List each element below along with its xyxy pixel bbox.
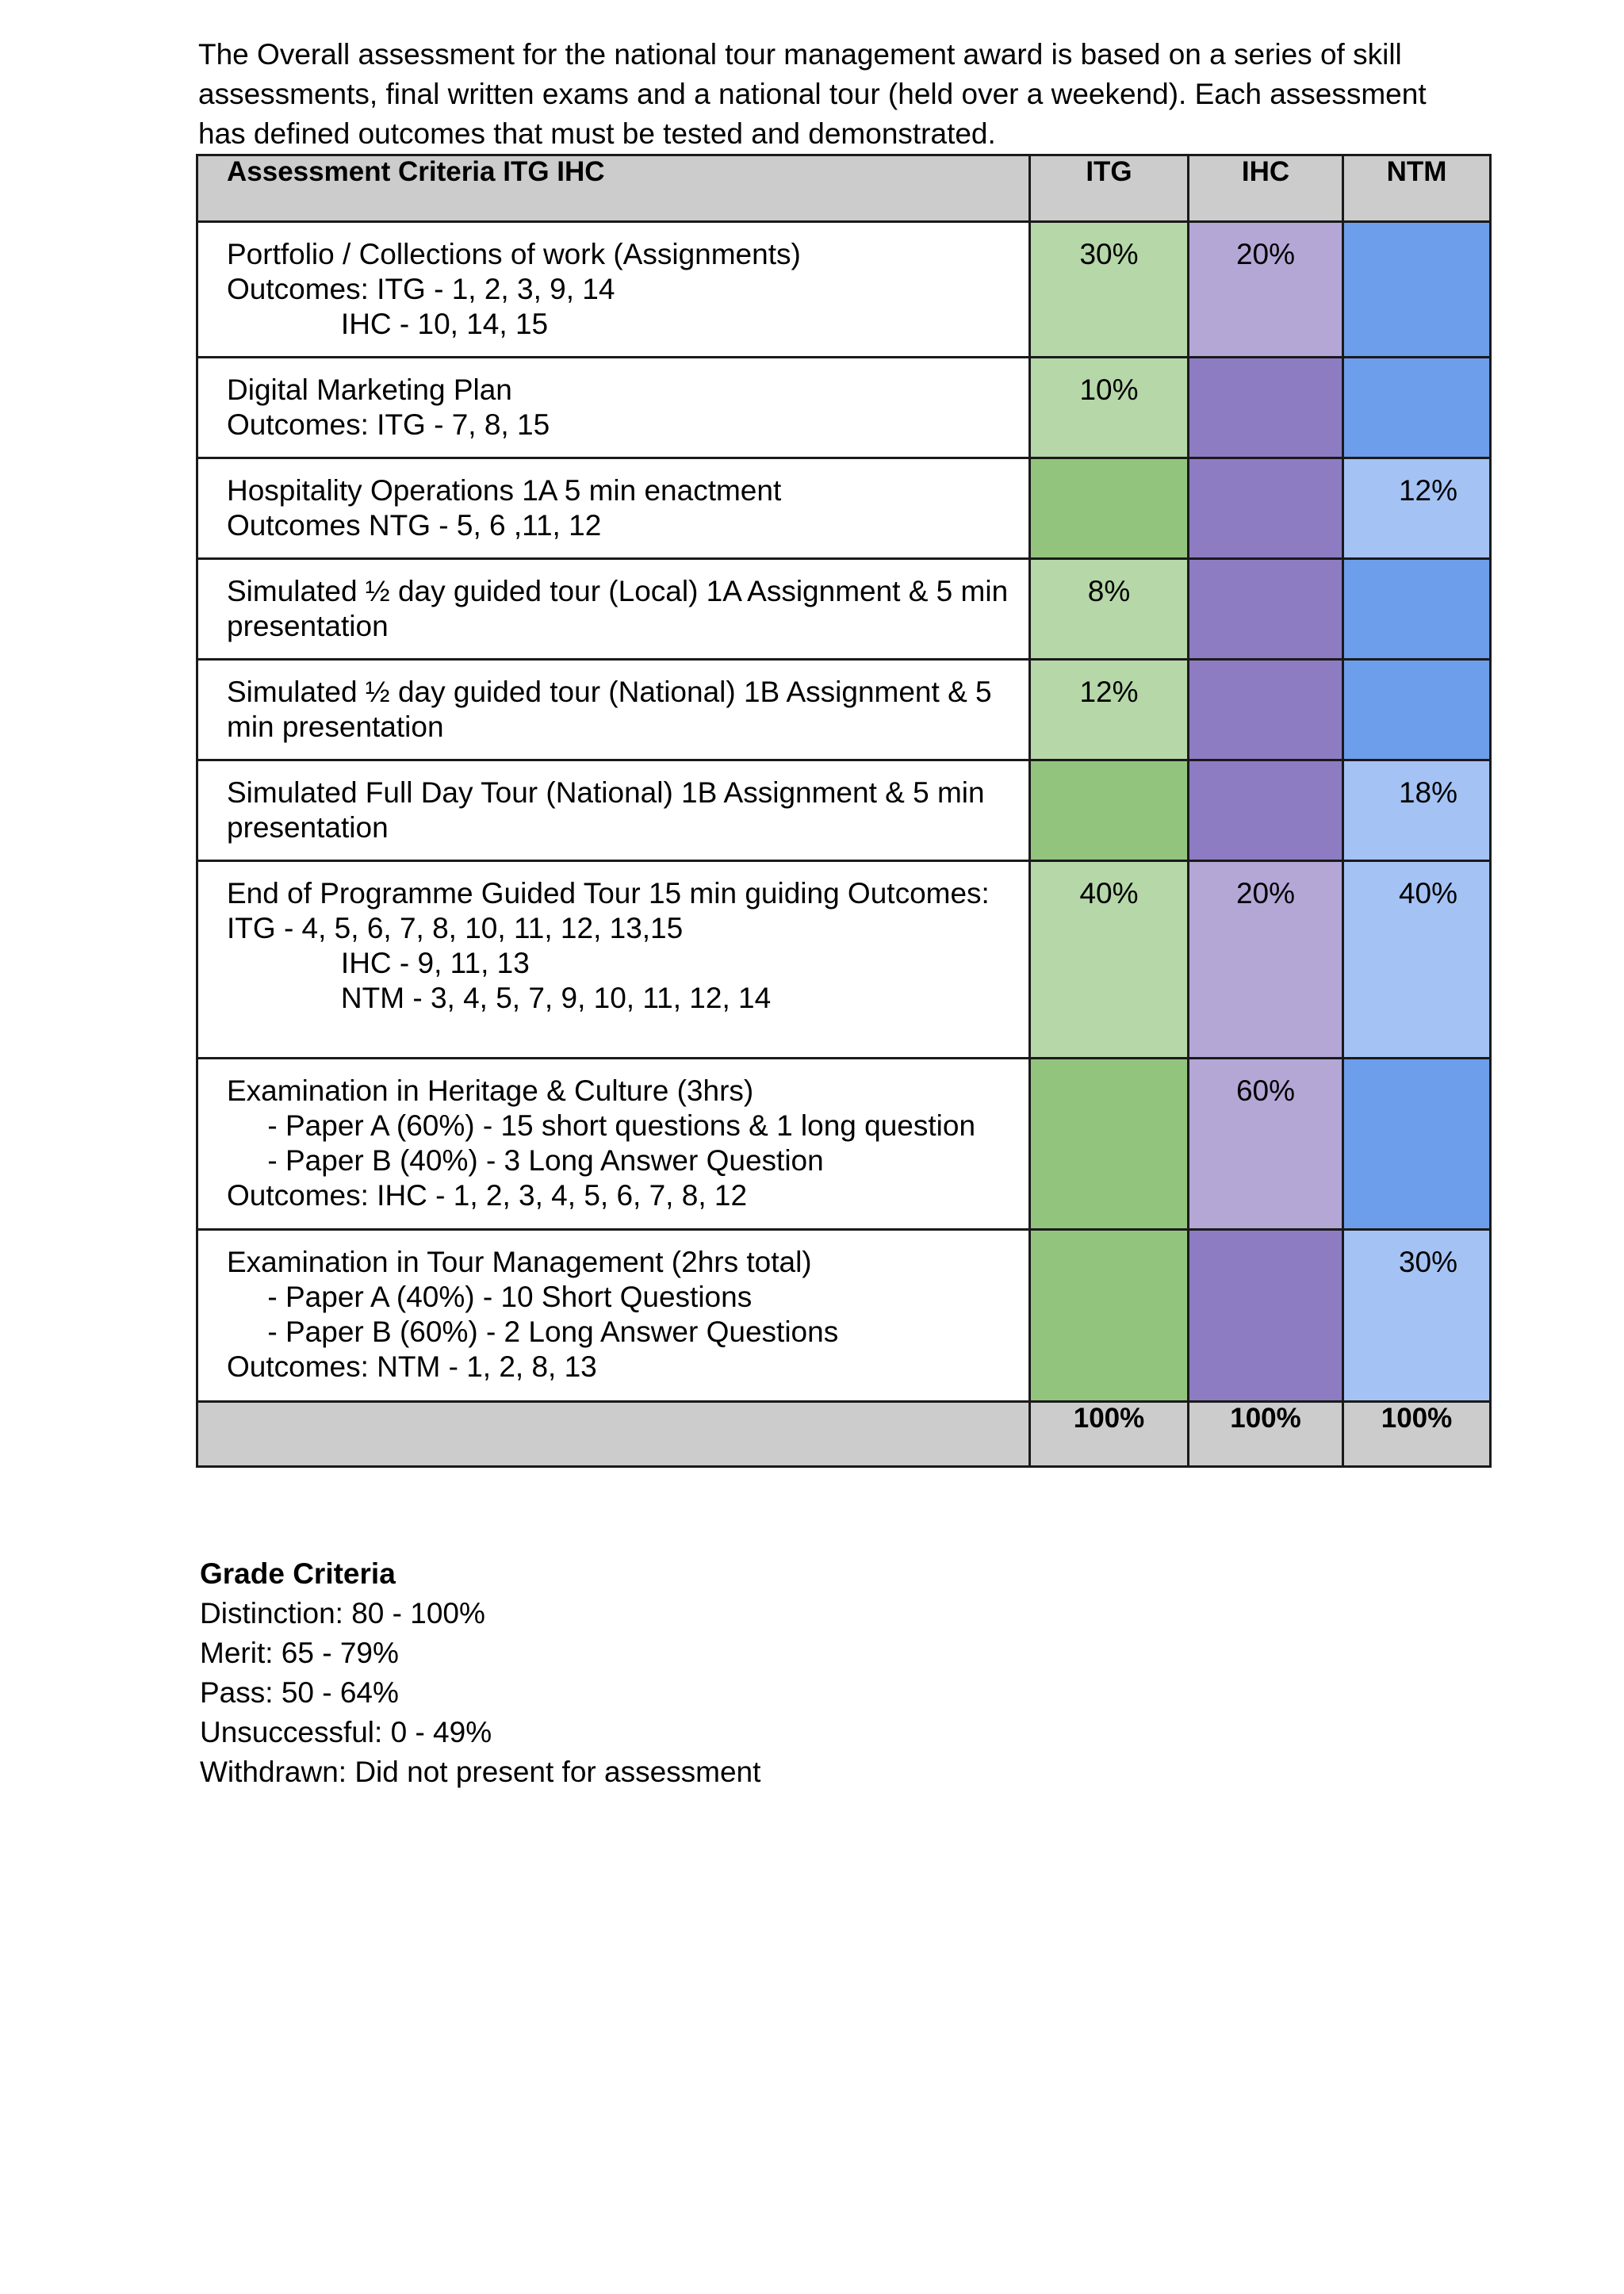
criteria-line: Digital Marketing Plan [227, 373, 512, 406]
criteria-line: Examination in Heritage & Culture (3hrs) [227, 1074, 754, 1107]
criteria-line: Hospitality Operations 1A 5 min enactment [227, 474, 782, 507]
grade-item: Merit: 65 - 79% [200, 1637, 399, 1669]
criteria-line: End of Programme Guided Tour 15 min guiding Outcomes: [227, 877, 990, 910]
ihc-cell: 20% [1189, 222, 1343, 358]
criteria-cell [197, 1230, 1030, 1402]
ihc-cell [1189, 559, 1343, 660]
ihc-cell [1189, 660, 1343, 760]
ntm-cell: 12% [1343, 458, 1491, 559]
criteria-line: min presentation [227, 710, 444, 743]
grade-item: Distinction: 80 - 100% [200, 1597, 485, 1630]
intro-line: The Overall assessment for the national tour management award is based on a series of skill [198, 38, 1402, 71]
table-row [197, 358, 1491, 458]
table-row [197, 760, 1491, 861]
ihc-cell: 20% [1189, 861, 1343, 1059]
criteria-line: - Paper A (60%) - 15 short questions & 1 long question [227, 1109, 976, 1142]
criteria-line: - Paper B (60%) - 2 Long Answer Questions [227, 1316, 839, 1348]
header-ihc: IHC [1189, 155, 1343, 222]
criteria-line: IHC - 9, 11, 13 [227, 947, 530, 979]
table-row [197, 1230, 1491, 1402]
header-criteria: Assessment Criteria ITG IHC [197, 155, 1030, 222]
itg-cell: 8% [1030, 559, 1189, 660]
itg-cell: 40% [1030, 861, 1189, 1059]
ntm-total: 100% [1343, 1402, 1491, 1467]
grade-criteria [200, 1554, 760, 1792]
ntm-cell: 30% [1343, 1230, 1491, 1402]
table-row [197, 1059, 1491, 1230]
itg-cell: 10% [1030, 358, 1189, 458]
criteria-line: Simulated ½ day guided tour (Local) 1A Assignment & 5 min [227, 575, 1009, 607]
ntm-cell [1343, 222, 1491, 358]
criteria-line: Simulated ½ day guided tour (National) 1B Assignment & 5 [227, 676, 992, 708]
ihc-total: 100% [1189, 1402, 1343, 1467]
table-header-row [197, 155, 1491, 222]
grade-item: Withdrawn: Did not present for assessment [200, 1756, 761, 1788]
intro-paragraph [198, 35, 1483, 154]
criteria-line: Examination in Tour Management (2hrs total) [227, 1246, 812, 1278]
criteria-line: IHC - 10, 14, 15 [227, 308, 549, 340]
ntm-cell: 18% [1343, 760, 1491, 861]
header-ntm: NTM [1343, 155, 1491, 222]
criteria-cell [197, 222, 1030, 358]
criteria-line: Outcomes NTG - 5, 6 ,11, 12 [227, 509, 602, 542]
criteria-line: Outcomes: IHC - 1, 2, 3, 4, 5, 6, 7, 8, 12 [227, 1179, 748, 1212]
criteria-line: Portfolio / Collections of work (Assignments) [227, 238, 801, 270]
criteria-cell [197, 1059, 1030, 1230]
itg-cell: 30% [1030, 222, 1189, 358]
table-row [197, 559, 1491, 660]
criteria-line: Outcomes: NTM - 1, 2, 8, 13 [227, 1350, 597, 1383]
ihc-cell [1189, 358, 1343, 458]
grade-criteria-title: Grade Criteria [200, 1557, 396, 1590]
criteria-line: - Paper A (40%) - 10 Short Questions [227, 1281, 753, 1313]
header-itg: ITG [1030, 155, 1189, 222]
criteria-line: NTM - 3, 4, 5, 7, 9, 10, 11, 12, 14 [227, 982, 772, 1014]
table-row [197, 458, 1491, 559]
ihc-cell [1189, 760, 1343, 861]
intro-line: assessments, final written exams and a national tour (held over a weekend). Each assessment [198, 78, 1427, 110]
grade-item: Pass: 50 - 64% [200, 1676, 399, 1709]
criteria-cell [197, 358, 1030, 458]
ihc-cell: 60% [1189, 1059, 1343, 1230]
ntm-cell [1343, 660, 1491, 760]
itg-cell [1030, 1059, 1189, 1230]
criteria-line: presentation [227, 610, 389, 642]
itg-cell [1030, 760, 1189, 861]
table-row [197, 222, 1491, 358]
totals-row [197, 1402, 1491, 1467]
assessment-table [196, 154, 1492, 1468]
intro-line: has defined outcomes that must be tested and demonstrated. [198, 117, 996, 150]
criteria-line: Simulated Full Day Tour (National) 1B Assignment & 5 min [227, 776, 985, 809]
ntm-cell [1343, 1059, 1491, 1230]
grade-item: Unsuccessful: 0 - 49% [200, 1716, 492, 1748]
criteria-line: - Paper B (40%) - 3 Long Answer Question [227, 1144, 824, 1177]
criteria-line: Outcomes: ITG - 7, 8, 15 [227, 408, 550, 441]
ntm-cell [1343, 559, 1491, 660]
table-row [197, 660, 1491, 760]
criteria-line: Outcomes: ITG - 1, 2, 3, 9, 14 [227, 273, 615, 305]
itg-cell [1030, 1230, 1189, 1402]
ihc-cell [1189, 1230, 1343, 1402]
criteria-cell [197, 861, 1030, 1059]
criteria-cell [197, 559, 1030, 660]
ntm-cell: 40% [1343, 861, 1491, 1059]
totals-label-cell [197, 1402, 1030, 1467]
itg-total: 100% [1030, 1402, 1189, 1467]
itg-cell [1030, 458, 1189, 559]
criteria-cell [197, 760, 1030, 861]
criteria-cell [197, 458, 1030, 559]
table-row [197, 861, 1491, 1059]
ihc-cell [1189, 458, 1343, 559]
criteria-cell [197, 660, 1030, 760]
ntm-cell [1343, 358, 1491, 458]
criteria-line: ITG - 4, 5, 6, 7, 8, 10, 11, 12, 13,15 [227, 912, 684, 944]
criteria-line: presentation [227, 811, 389, 844]
itg-cell: 12% [1030, 660, 1189, 760]
